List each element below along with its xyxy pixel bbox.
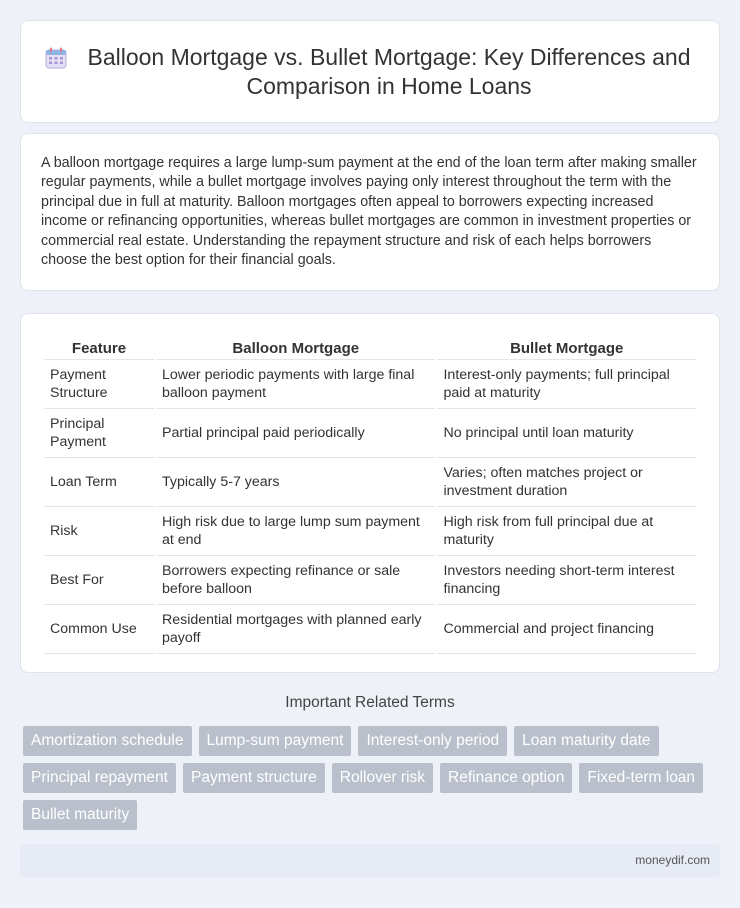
bullet-cell: No principal until loan maturity — [437, 409, 696, 458]
header-balloon: Balloon Mortgage — [156, 334, 435, 360]
term-tag[interactable]: Loan maturity date — [514, 726, 658, 756]
header-feature: Feature — [44, 334, 154, 360]
footer — [20, 844, 720, 877]
table-header-row — [44, 334, 696, 360]
feature-cell: Payment Structure — [44, 360, 154, 409]
calendar-icon — [45, 47, 67, 69]
term-tag[interactable]: Lump-sum payment — [199, 726, 352, 756]
table-row — [44, 556, 696, 605]
table-row — [44, 605, 696, 654]
feature-cell: Loan Term — [44, 458, 154, 507]
intro-card — [20, 133, 720, 291]
comparison-table-card — [20, 313, 720, 673]
bullet-cell: Interest-only payments; full principal paid at maturity — [437, 360, 696, 409]
term-tag[interactable]: Rollover risk — [332, 763, 433, 793]
balloon-cell: Borrowers expecting refinance or sale before balloon — [156, 556, 435, 605]
table-row — [44, 458, 696, 507]
balloon-cell: High risk due to large lump sum payment at end — [156, 507, 435, 556]
page-title: Balloon Mortgage vs. Bullet Mortgage: Key Differences and Comparison in Home Loans — [87, 43, 691, 99]
term-tag[interactable]: Principal repayment — [23, 763, 176, 793]
bullet-cell: Investors needing short-term interest financing — [437, 556, 696, 605]
term-tag[interactable]: Refinance option — [440, 763, 572, 793]
feature-cell: Risk — [44, 507, 154, 556]
related-terms-title: Important Related Terms — [285, 694, 455, 711]
term-tag[interactable]: Fixed-term loan — [579, 763, 703, 793]
term-tag[interactable]: Payment structure — [183, 763, 325, 793]
table-row — [44, 409, 696, 458]
term-tag[interactable]: Interest-only period — [358, 726, 507, 756]
header-bullet: Bullet Mortgage — [437, 334, 696, 360]
balloon-cell: Lower periodic payments with large final balloon payment — [156, 360, 435, 409]
balloon-cell: Partial principal paid periodically — [156, 409, 435, 458]
intro-paragraph: A balloon mortgage requires a large lump-sum payment at the end of the loan term after making smaller regular payments, while a bullet mortgage involves paying only interest throughout the term with the principal due in full at maturity. Balloon mortgages often appeal to borrowers expecting increased income or refinancing opportunities, whereas bullet mortgages are common in investment properties or commercial real estate. Understanding the repayment structure and risk of each helps borrowers choose the best option for their financial goals. — [41, 155, 697, 269]
comparison-table — [42, 334, 698, 654]
feature-cell: Common Use — [44, 605, 154, 654]
balloon-cell: Residential mortgages with planned early payoff — [156, 605, 435, 654]
feature-cell: Principal Payment — [44, 409, 154, 458]
table-row — [44, 507, 696, 556]
term-tag[interactable]: Amortization schedule — [23, 726, 192, 756]
term-tag[interactable]: Bullet maturity — [23, 800, 137, 830]
feature-cell: Best For — [44, 556, 154, 605]
title-card — [20, 20, 720, 123]
bullet-cell: High risk from full principal due at maturity — [437, 507, 696, 556]
table-row — [44, 360, 696, 409]
related-terms-list — [23, 726, 723, 830]
footer-site-link[interactable]: moneydif.com — [635, 853, 710, 867]
bullet-cell: Varies; often matches project or investment duration — [437, 458, 696, 507]
balloon-cell: Typically 5-7 years — [156, 458, 435, 507]
bullet-cell: Commercial and project financing — [437, 605, 696, 654]
